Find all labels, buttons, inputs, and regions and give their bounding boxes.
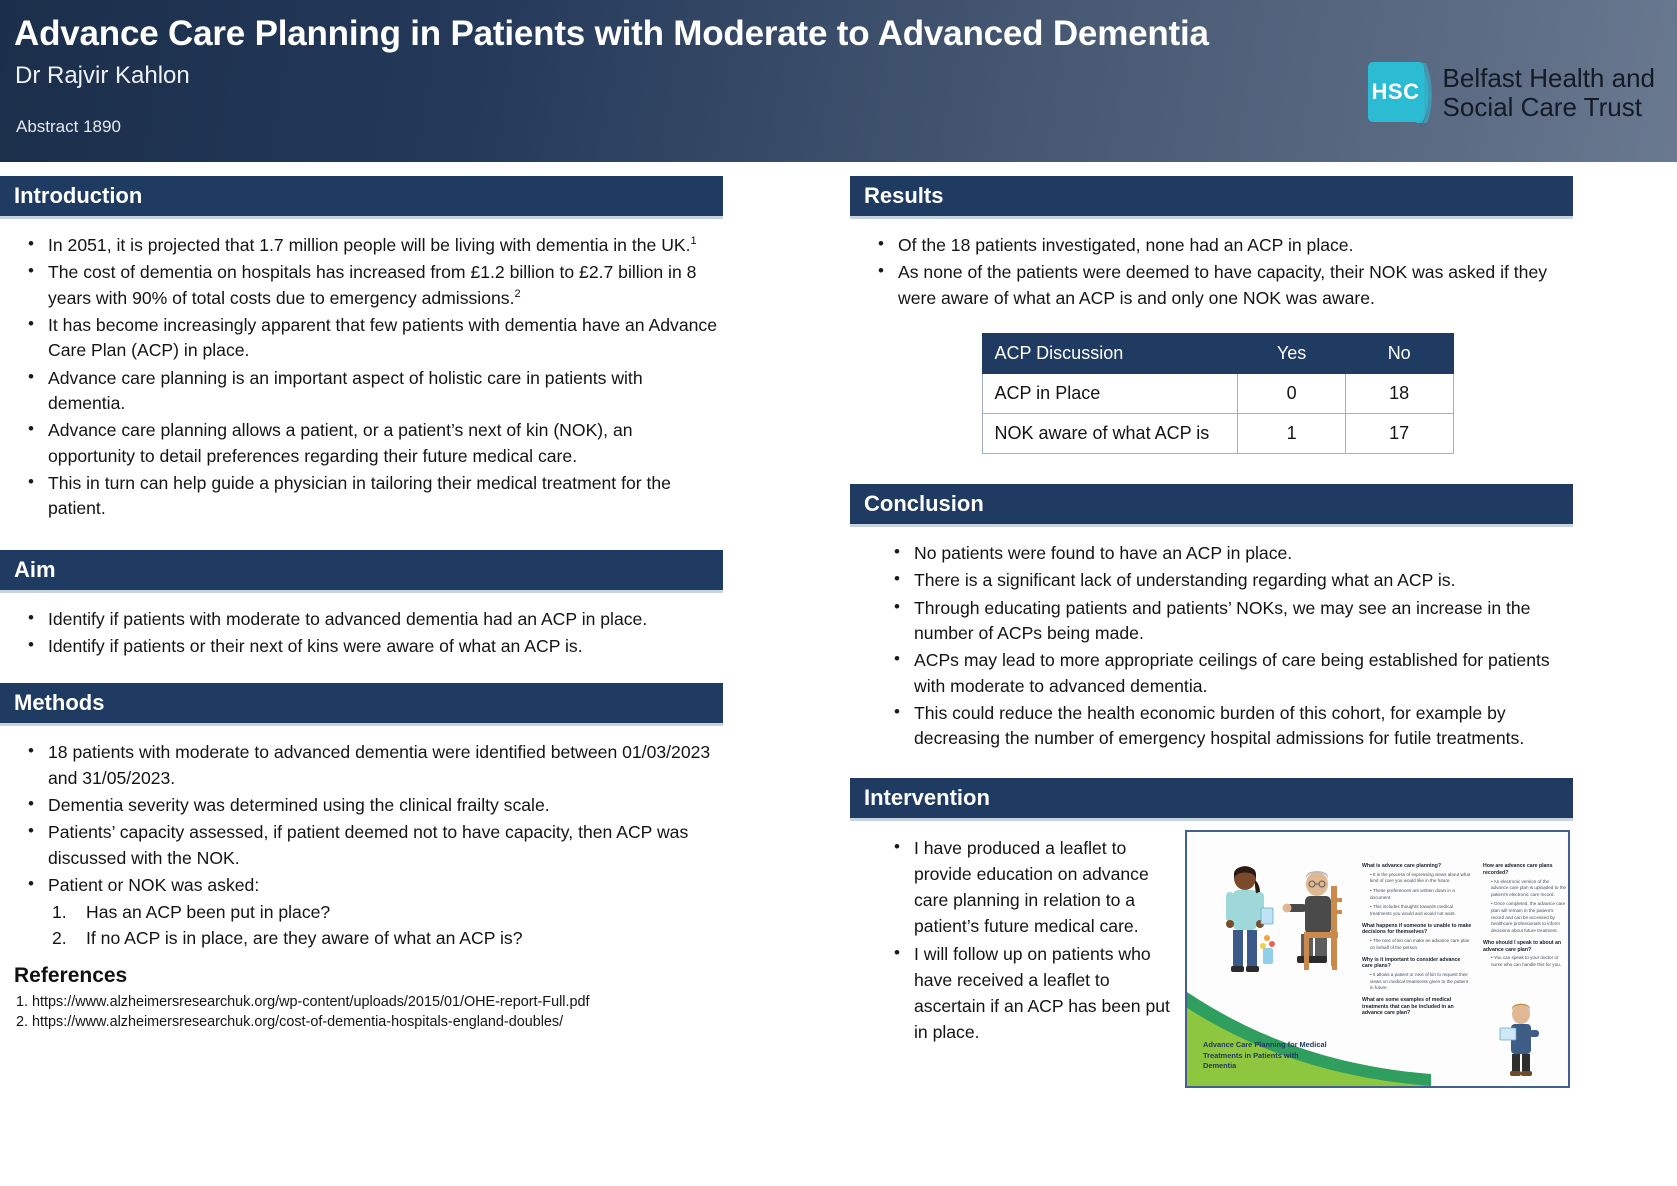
leaflet-bullet: • This includes thoughts towards medical treatments you would and would not want. <box>1370 904 1472 917</box>
list-item: • 18 patients with moderate to advanced dementia were identified between 01/03/2023 and 31/05/2023. <box>22 740 719 791</box>
reference-superscript: 1 <box>690 235 697 248</box>
list-item <box>22 260 719 311</box>
list-item: • Identify if patients with moderate to advanced dementia had an ACP in place. <box>22 607 719 632</box>
references-list <box>16 992 735 1033</box>
hsc-logo-icon <box>1368 62 1430 124</box>
list-item: • No patients were found to have an ACP in place. <box>888 541 1569 566</box>
trust-name <box>1443 64 1655 123</box>
list-item: • As none of the patients were deemed to have capacity, their NOK was asked if they were aware of what an ACP is and only one NOK was aware. <box>872 260 1569 311</box>
table-row <box>982 413 1453 453</box>
leaflet-heading: What are some examples of medical treatments that can be included in an advance care plan? <box>1362 996 1454 1017</box>
leaflet-heading: How are advance care plans recorded? <box>1483 863 1553 876</box>
table-header-row <box>982 333 1453 373</box>
results-table-wrapper <box>850 333 1585 454</box>
leaflet-heading: What is advance care planning? <box>1362 863 1441 869</box>
leaflet-bullet: • Once completed, the advance care plan will remain in the patient’s record and can be accessed by healthcare professionals to inform decisions about future treatment. <box>1491 901 1567 934</box>
reference-superscript: 2 <box>514 287 521 300</box>
section-header-intervention: Intervention <box>850 778 1573 821</box>
list-item: • I will follow up on patients who have received a leaflet to ascertain if an ACP has been put in place. <box>888 941 1184 1045</box>
table-cell-no: 18 <box>1345 373 1453 413</box>
list-item: • Patients’ capacity assessed, if patient deemed not to have capacity, then ACP was discussed with the NOK. <box>22 820 719 871</box>
methods-list <box>0 740 735 898</box>
table-cell-label: ACP in Place <box>982 373 1238 413</box>
results-list <box>850 233 1585 311</box>
leaflet-title: Advance Care Planning for Medical Treatments in Patients with Dementia <box>1203 1039 1327 1071</box>
leaflet-text-column-1 <box>1362 858 1472 1019</box>
methods-questions <box>0 900 735 951</box>
list-item: • This could reduce the health economic burden of this cohort, for example by decreasing the number of emergency hospital admissions for futile treatments. <box>888 701 1569 752</box>
list-item: • Advance care planning allows a patient, or a patient’s next of kin (NOK), an opportunity to detail preferences regarding their future medical care. <box>22 418 719 469</box>
list-item: • This in turn can help guide a physician in tailoring their medical treatment for the patient. <box>22 471 719 522</box>
table-cell-no: 17 <box>1345 413 1453 453</box>
poster-header <box>0 0 1677 162</box>
list-item: 2. If no ACP is in place, are they aware of what an ACP is? <box>52 926 735 952</box>
leaflet-text-column-2 <box>1483 858 1567 972</box>
illustration-clinician-patient-icon <box>1205 856 1365 1006</box>
list-item: • Patient or NOK was asked: <box>22 873 719 898</box>
leaflet-bullet: • These preferences are written down in a document. <box>1370 888 1472 901</box>
list-item: • There is a significant lack of understanding regarding what an ACP is. <box>888 568 1569 593</box>
section-header-introduction: Introduction <box>0 176 723 219</box>
trust-name-line2: Social Care Trust <box>1442 92 1642 122</box>
list-item: • Dementia severity was determined using the clinical frailty scale. <box>22 793 719 818</box>
table-row <box>982 373 1453 413</box>
table-header-cell: No <box>1345 333 1453 373</box>
list-item: • Advance care planning is an important aspect of holistic care in patients with dementia. <box>22 366 719 417</box>
leaflet-bullet: • It is the process of expressing views about what kind of care you would like in the future. <box>1370 872 1472 885</box>
table-cell-label: NOK aware of what ACP is <box>982 413 1238 453</box>
intervention-text <box>850 835 1200 1047</box>
bullet-text: In 2051, it is projected that 1.7 million people will be living with dementia in the UK. <box>48 235 691 255</box>
abstract-number: Abstract 1890 <box>16 117 121 136</box>
list-item: • ACPs may lead to more appropriate ceilings of care being established for patients with moderate to advanced dementia. <box>888 648 1569 699</box>
left-column <box>0 176 735 1032</box>
conclusion-list <box>850 541 1585 752</box>
leaflet-heading: Why is it important to consider advance care plans? <box>1362 956 1461 970</box>
trust-logo <box>1368 62 1655 124</box>
list-item: • Identify if patients or their next of kins were aware of what an ACP is. <box>22 634 719 659</box>
section-header-results: Results <box>850 176 1573 219</box>
trust-name-line1: Belfast Health and <box>1442 62 1655 93</box>
bullet-text: The cost of dementia on hospitals has increased from £1.2 billion to £2.7 billion in 8 years with 90% of total costs due to emergency admissions. <box>48 262 697 308</box>
table-cell-yes: 0 <box>1238 373 1346 413</box>
hsc-swoosh-icon <box>1412 63 1432 123</box>
list-item: 1. Has an ACP been put in place? <box>52 900 735 926</box>
results-table <box>982 333 1454 454</box>
list-item: 2. https://www.alzheimersresearchuk.org/cost-of-dementia-hospitals-england-doubles/ <box>16 1014 564 1031</box>
page-title: Advance Care Planning in Patients with Moderate to Advanced Dementia <box>14 14 1209 53</box>
list-item: • It has become increasingly apparent that few patients with dementia have an Advance Care Plan (ACP) in place. <box>22 313 719 364</box>
intervention-list <box>850 835 1200 1045</box>
section-header-aim: Aim <box>0 550 723 593</box>
list-item: 1. https://www.alzheimersresearchuk.org/wp-content/uploads/2015/01/OHE-report-Full.pdf <box>16 993 590 1010</box>
hsc-logo-text: HSC <box>1371 79 1420 104</box>
list-item <box>22 233 719 258</box>
table-header-cell: Yes <box>1238 333 1346 373</box>
leaflet-bullet: • An electronic version of the advance care plan is uploaded to the patient’s electronic care record. <box>1491 879 1567 899</box>
list-item: • Through educating patients and patients’ NOKs, we may see an increase in the number of ACPs being made. <box>888 596 1569 647</box>
section-header-methods: Methods <box>0 683 723 726</box>
leaflet-heading: What happens if someone is unable to make decisions for themselves? <box>1362 922 1472 936</box>
leaflet-heading: Who should I speak to about an advance care plan? <box>1483 939 1562 953</box>
aim-list <box>0 607 735 660</box>
leaflet-bullet: • You can speak to your doctor or nurse who can handle this for you. <box>1491 955 1567 968</box>
introduction-list <box>0 233 735 522</box>
list-item: • I have produced a leaflet to provide education on advance care planning in relation to a patient’s future medical care. <box>888 835 1184 939</box>
section-header-references: References <box>14 963 128 987</box>
author-name: Dr Rajvir Kahlon <box>15 62 190 89</box>
leaflet-bullet: • It allows a patient or next of kin to request their views on medical treatments given to the patient in future. <box>1370 972 1472 992</box>
leaflet-image <box>1185 830 1570 1088</box>
illustration-person-reading-icon <box>1492 1000 1550 1078</box>
table-cell-yes: 1 <box>1238 413 1346 453</box>
section-header-conclusion: Conclusion <box>850 484 1573 527</box>
table-header-cell: ACP Discussion <box>982 333 1238 373</box>
list-item: • Of the 18 patients investigated, none had an ACP in place. <box>872 233 1569 258</box>
leaflet-bullet: • The next of kin can make an advance care plan on behalf of the person. <box>1370 938 1472 951</box>
